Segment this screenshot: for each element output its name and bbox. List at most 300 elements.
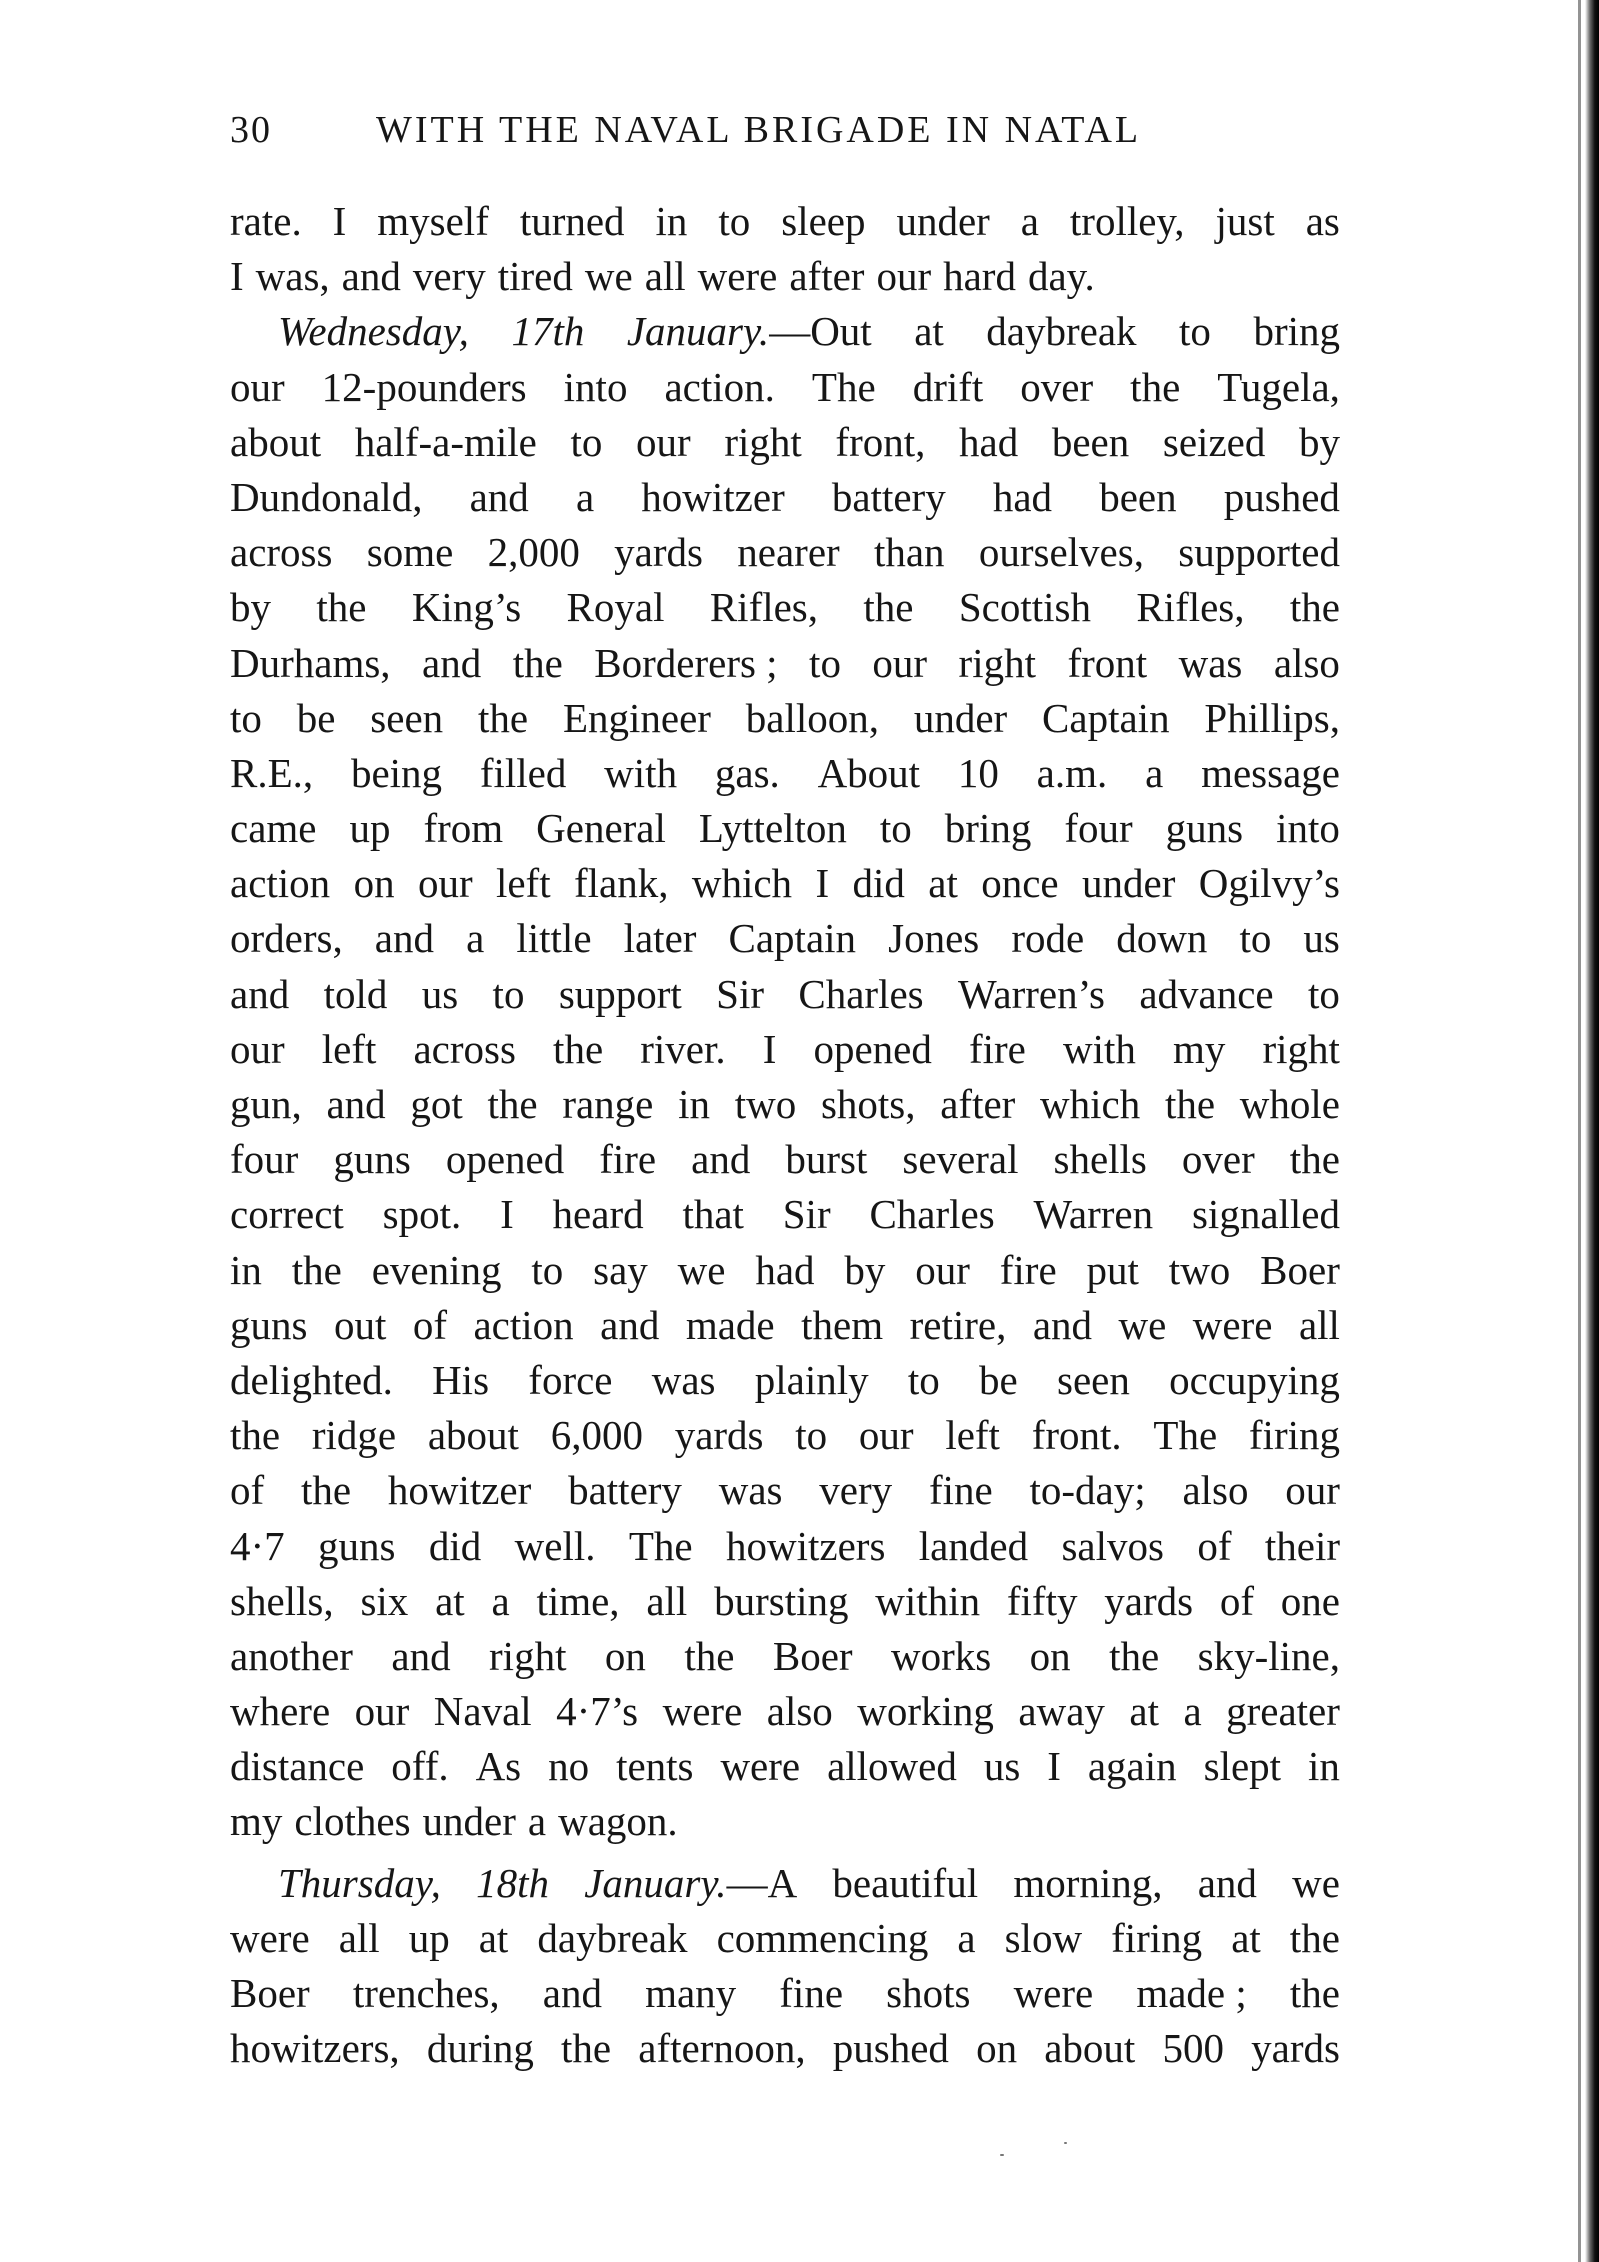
word: made ; (1136, 1970, 1247, 2016)
word: nearer (737, 529, 840, 576)
word: in (1308, 1743, 1340, 1790)
word: off. (391, 1743, 449, 1790)
word: half-a-mile (354, 418, 537, 465)
word: which (691, 860, 793, 907)
word: About (817, 749, 921, 796)
word: river. (640, 1025, 726, 1072)
word: ourselves, (978, 529, 1144, 576)
text-line (230, 691, 1340, 746)
word: 12-pounders (321, 363, 527, 410)
word: say (593, 1246, 648, 1293)
word: seen (370, 694, 444, 741)
word: filled (479, 749, 567, 796)
word: by (844, 1246, 886, 1293)
word: my (230, 1798, 283, 1845)
word: during (426, 2025, 534, 2072)
word: were (1192, 1301, 1273, 1348)
word: right (958, 639, 1036, 686)
word: also (766, 1688, 833, 1735)
word: fire (599, 1136, 657, 1183)
word: and (374, 915, 434, 962)
word: the (1109, 1632, 1160, 1679)
word: King’s (411, 584, 522, 631)
word: fire (999, 1246, 1057, 1293)
word: front, (835, 418, 926, 465)
word: sky-line, (1197, 1632, 1340, 1679)
text-line (230, 249, 1340, 304)
word: firing (1111, 1914, 1203, 1961)
word: His (432, 1356, 490, 1403)
word: gas. (714, 749, 780, 796)
word: up (349, 805, 391, 852)
word: the (291, 1246, 342, 1293)
word: our (417, 860, 473, 907)
word: 6,000 (550, 1412, 643, 1459)
text-line (230, 1077, 1340, 1132)
word: about (427, 1412, 519, 1459)
word: been (1099, 473, 1177, 520)
word: action (230, 860, 331, 907)
word: to (1239, 915, 1272, 962)
word: to (1307, 970, 1340, 1017)
word: to (570, 418, 603, 465)
word: with (1062, 1025, 1136, 1072)
text-line (230, 746, 1340, 801)
word: our (354, 1688, 410, 1735)
word: a (1020, 198, 1039, 244)
word: action. (664, 363, 775, 410)
word: shots, (820, 1081, 916, 1127)
word: bring (1253, 308, 1340, 355)
word: at (1231, 1914, 1261, 1961)
word: As (475, 1743, 522, 1790)
word: us (421, 970, 459, 1017)
word: were (662, 1688, 743, 1735)
word: Rifles, (709, 584, 819, 631)
word: and (1197, 1859, 1257, 1906)
word: seen (1057, 1356, 1130, 1403)
word: at (435, 1577, 465, 1624)
word: were (697, 253, 778, 300)
word: drift (912, 363, 984, 410)
word: 4·7 (230, 1522, 285, 1569)
word: Borderers ; (594, 639, 778, 686)
word: our (872, 639, 928, 686)
word: fine (928, 1467, 993, 1514)
word: out (333, 1301, 387, 1348)
word: the (1289, 1914, 1340, 1961)
word: hard (943, 253, 1016, 300)
word: burst (785, 1136, 868, 1183)
word: to-day; (1029, 1467, 1146, 1514)
text-line (230, 911, 1340, 966)
word: to (809, 639, 841, 686)
text-line (230, 1684, 1340, 1739)
word: and (1032, 1301, 1093, 1348)
word: under (896, 198, 990, 244)
word-group (584, 1856, 797, 1911)
word: our (1285, 1467, 1340, 1514)
word: battery (831, 473, 946, 520)
word: whole (1239, 1081, 1340, 1127)
word: were (720, 1743, 801, 1790)
word: some (366, 529, 454, 576)
running-title: WITH THE NAVAL BRIGADE IN NATAL (376, 109, 1142, 151)
word: firing (1248, 1412, 1340, 1459)
word: right (1262, 1025, 1340, 1072)
word: Tugela, (1217, 363, 1340, 410)
word: Lyttelton (698, 805, 847, 852)
word: had (959, 418, 1019, 465)
word: works (891, 1632, 992, 1679)
word: Wednesday, (278, 308, 469, 355)
word: after (789, 253, 865, 300)
word: Royal (566, 584, 665, 631)
word: shells (1053, 1136, 1147, 1183)
word: as (1305, 198, 1340, 244)
word: within (875, 1577, 981, 1624)
word: opened (445, 1136, 565, 1183)
word: 18th (476, 1859, 550, 1906)
text-line (230, 1629, 1340, 1684)
word: Durhams, (230, 639, 391, 686)
word: our (230, 363, 285, 410)
word: been (1051, 418, 1130, 465)
word: we (1292, 1859, 1340, 1906)
word: action (473, 1301, 574, 1348)
word: Warren (1033, 1191, 1154, 1238)
word: orders, (230, 915, 343, 962)
body-text (230, 194, 1340, 2076)
word: correct (230, 1191, 344, 1238)
word: again (1087, 1743, 1177, 1790)
word: on (976, 2025, 1018, 2072)
word: into (1276, 805, 1340, 852)
word: of (230, 1467, 265, 1514)
word: down (1116, 915, 1208, 962)
word: the (1289, 584, 1340, 631)
word: a (957, 1914, 976, 1961)
word: advance (1139, 970, 1274, 1017)
word: to (907, 1356, 940, 1403)
word: Jones (888, 915, 980, 962)
word: my (1172, 1025, 1226, 1072)
running-header (230, 108, 1340, 158)
word: spot. (382, 1191, 462, 1238)
word: rode (1011, 915, 1085, 962)
word: flank, (573, 860, 669, 907)
word: a (491, 1577, 510, 1624)
word: a (466, 915, 485, 962)
word: Engineer (562, 694, 711, 741)
word-tail: —A (726, 1859, 798, 1906)
word: front (1067, 639, 1148, 686)
word: at (1129, 1688, 1159, 1735)
word: was (1178, 639, 1243, 686)
word: that (682, 1191, 744, 1238)
word: message (1201, 749, 1340, 796)
word: battery (568, 1467, 682, 1514)
word: over (1181, 1136, 1255, 1183)
text-line (230, 304, 1340, 359)
word: a (1183, 1688, 1202, 1735)
word: supported (1178, 529, 1340, 576)
word: Charles (798, 970, 924, 1017)
word: the (863, 584, 914, 631)
text-line (230, 1022, 1340, 1077)
text-line (230, 470, 1340, 525)
word: yards (614, 529, 703, 576)
word: also (1273, 639, 1340, 686)
word: bursting (714, 1577, 849, 1624)
text-line (230, 1187, 1340, 1242)
word: support (558, 970, 682, 1017)
word: put (1086, 1246, 1139, 1293)
word: after (940, 1081, 1016, 1127)
word: Dundonald, (230, 473, 423, 520)
word: time, (536, 1577, 620, 1624)
word: which (1040, 1081, 1141, 1127)
word: 4·7’s (556, 1688, 639, 1735)
word: by (230, 584, 271, 631)
text-line (230, 1856, 1340, 1911)
print-speck (1064, 2142, 1067, 2144)
word: heard (552, 1191, 644, 1238)
word: very (819, 1467, 893, 1514)
word: front. (1031, 1412, 1122, 1459)
word: two (734, 1081, 797, 1127)
word: later (623, 915, 697, 962)
word: was (718, 1467, 783, 1514)
word: of (1219, 1577, 1254, 1624)
word: afternoon, (638, 2025, 806, 2072)
text-line (230, 1243, 1340, 1298)
word: a.m. (1036, 749, 1108, 796)
text-line (230, 194, 1340, 249)
word: retire, (909, 1301, 1007, 1348)
word: about (230, 418, 322, 465)
word: Scottish (958, 584, 1091, 631)
word: the (316, 584, 367, 631)
word: howitzers, (230, 2025, 400, 2072)
word: to (879, 805, 912, 852)
word: yards (1104, 1577, 1194, 1624)
word: we (584, 253, 633, 300)
word: and (542, 1970, 602, 2016)
word: daybreak (986, 308, 1137, 355)
word: where (230, 1688, 331, 1735)
word: Charles (869, 1191, 995, 1238)
word: and (691, 1136, 751, 1183)
text-line (230, 1739, 1340, 1794)
word: our (876, 253, 932, 300)
word: sleep (781, 198, 866, 244)
word: to (795, 1412, 828, 1459)
word: to (718, 198, 751, 244)
word: daybreak (537, 1914, 688, 1961)
word-group (627, 304, 872, 359)
word: salvos (1061, 1522, 1164, 1569)
word: turned (519, 198, 625, 244)
word: all (644, 253, 686, 300)
word: howitzer (641, 473, 785, 520)
word: be (979, 1356, 1018, 1403)
word: January. (626, 308, 770, 355)
text-line (230, 525, 1340, 580)
word: the (1289, 1136, 1340, 1183)
word: tired (497, 253, 573, 300)
word: Captain (1042, 694, 1170, 741)
word: of (1197, 1522, 1232, 1569)
word: under (1082, 860, 1176, 907)
word: by (1299, 418, 1340, 465)
word: balloon, (745, 694, 879, 741)
word: pushed (1223, 473, 1340, 520)
word: very (412, 253, 486, 300)
word: I (332, 198, 347, 244)
word: away (1018, 1688, 1105, 1735)
word: two (1168, 1246, 1231, 1293)
word: and (326, 1081, 386, 1127)
word: yards (674, 1412, 764, 1459)
word: working (857, 1688, 994, 1735)
word: in (230, 1246, 262, 1293)
word: were (1013, 1970, 1094, 2016)
word: Thursday, (278, 1859, 441, 1906)
word: got (410, 1081, 463, 1127)
word: tents (616, 1743, 694, 1790)
word: many (645, 1970, 737, 2016)
word: being (350, 749, 443, 796)
word: another (230, 1632, 353, 1679)
word: under (422, 1798, 516, 1845)
word: our (858, 1412, 914, 1459)
word: seized (1162, 418, 1266, 465)
word: made (685, 1301, 775, 1348)
word: fire (968, 1025, 1026, 1072)
word: once (981, 860, 1059, 907)
word: well. (514, 1522, 596, 1569)
word: Sir (782, 1191, 831, 1238)
word: ridge (311, 1412, 397, 1459)
word: 500 (1162, 2025, 1224, 2072)
word: opened (813, 1025, 932, 1072)
word: Ogilvy’s (1198, 860, 1340, 907)
book-gutter-shadow (1585, 0, 1599, 2262)
word: four (230, 1136, 299, 1183)
word: right (489, 1632, 567, 1679)
word: clothes (294, 1798, 411, 1845)
word: their (1264, 1522, 1340, 1569)
word: a (527, 1798, 547, 1845)
word: us (1303, 915, 1340, 962)
word: did (428, 1522, 482, 1569)
word: over (1020, 363, 1094, 410)
word: in (678, 1081, 711, 1127)
word: The (811, 363, 876, 410)
word: 10 (957, 749, 999, 796)
word: did (852, 860, 905, 907)
word: than (873, 529, 945, 576)
word: bring (944, 805, 1032, 852)
word: guns (333, 1136, 411, 1183)
text-line (230, 1353, 1340, 1408)
word-tail: —Out (769, 308, 872, 355)
word: range (562, 1081, 654, 1127)
text-line (230, 1966, 1340, 2021)
word: to (492, 970, 525, 1017)
word: to (531, 1246, 564, 1293)
word: Warren’s (958, 970, 1105, 1017)
word: shells, (230, 1577, 334, 1624)
word: day. (1027, 253, 1095, 300)
word: wagon. (558, 1798, 678, 1845)
word: the (1289, 1970, 1340, 2016)
text-line (230, 1132, 1340, 1187)
word: landed (918, 1522, 1029, 1569)
word: to (230, 694, 262, 741)
word: Boer (230, 1970, 310, 2016)
word: to (1179, 308, 1211, 355)
word: Sir (716, 970, 765, 1017)
word: gun, (230, 1081, 302, 1127)
word: I (230, 253, 244, 300)
word: the (1130, 363, 1181, 410)
word: Captain (728, 915, 857, 962)
word: guns (230, 1301, 308, 1348)
word: the (478, 694, 529, 741)
word: all (338, 1914, 380, 1961)
text-line (230, 636, 1340, 691)
word: allowed (827, 1743, 957, 1790)
word: occupying (1169, 1356, 1340, 1403)
word: rate. (230, 198, 302, 244)
word: Phillips, (1204, 694, 1340, 741)
word: us (983, 1743, 1021, 1790)
word: commencing (716, 1914, 929, 1961)
word: across (230, 529, 333, 576)
word: the (553, 1025, 604, 1072)
word: I (500, 1191, 514, 1238)
word: guns (1165, 805, 1244, 852)
text-line (230, 1298, 1340, 1353)
word: General (536, 805, 666, 852)
word: on (1029, 1632, 1071, 1679)
word: had (755, 1246, 815, 1293)
word: them (801, 1301, 884, 1348)
word: trolley, (1069, 198, 1185, 244)
word: four (1064, 805, 1133, 852)
word: in (655, 198, 688, 244)
text-line (230, 1911, 1340, 1966)
word: 2,000 (487, 529, 580, 576)
word: signalled (1191, 1191, 1340, 1238)
word: had (992, 473, 1053, 520)
word: and (469, 473, 529, 520)
word: greater (1226, 1688, 1340, 1735)
page-number: 30 (230, 109, 272, 151)
word: just (1215, 198, 1275, 244)
word: one (1280, 1577, 1340, 1624)
text-line (230, 2021, 1340, 2076)
text-line (230, 1463, 1340, 1518)
word: on (604, 1632, 646, 1679)
text-line (230, 801, 1340, 856)
word: up (408, 1914, 450, 1961)
word: pushed (832, 2025, 949, 2072)
word: was, (255, 253, 330, 300)
print-speck (1000, 2154, 1004, 2156)
